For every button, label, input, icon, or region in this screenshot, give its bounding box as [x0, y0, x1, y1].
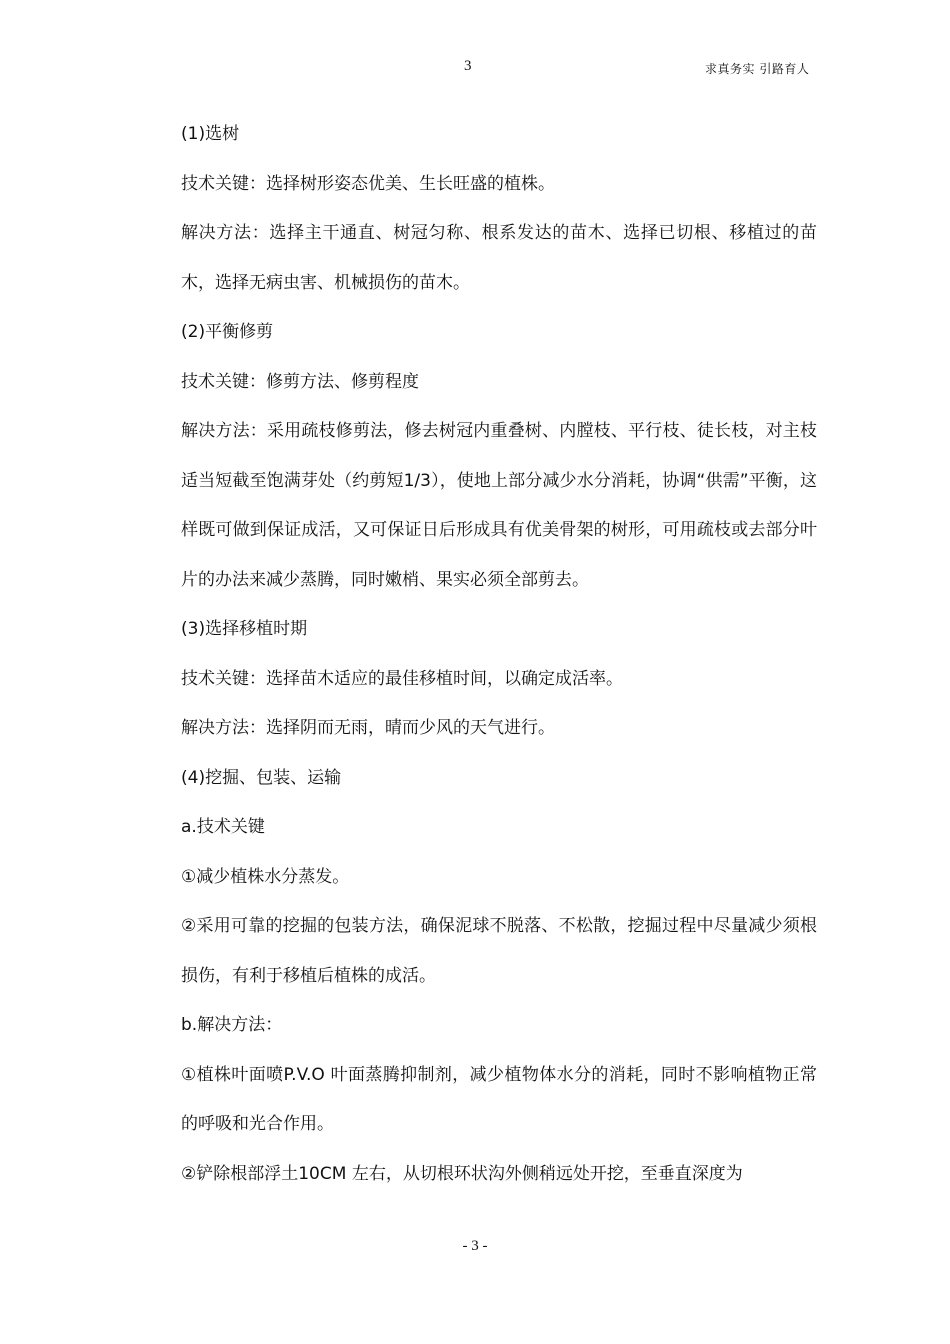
list-item: ①植株叶面喷P.V.O 叶面蒸腾抑制剂，减少植物体水分的消耗，同时不影响植物正常的呼吸和光合作用。 — [181, 1064, 817, 1134]
solution-paragraph: 解决方法：采用疏枝修剪法，修去树冠内重叠树、内膛枝、平行枝、徒长枝，对主枝适当短截至饱满芽处（约剪短1/3），使地上部分减少水分消耗，协调“供需”平衡，这样既可做到保证成活，又可保证日后形成具有优美骨架的树形，可用疏枝或去部分叶片的办法来减少蒸腾，同时嫩梢、果实必须全部剪去。 — [181, 421, 817, 590]
tech-key-paragraph: 技术关键：选择树形姿态优美、生长旺盛的植株。 — [181, 173, 555, 194]
solution-paragraph: 解决方法：选择阴而无雨，晴而少风的天气进行。 — [181, 718, 555, 738]
list-item: ②铲除根部浮土10CM 左右，从切根环状沟外侧稍远处开挖，至垂直深度为 — [181, 1163, 743, 1184]
section-heading-transplant-period: (3)选择移植时期 — [181, 619, 308, 639]
subheading-solution: b.解决方法： — [181, 1015, 283, 1035]
subheading-tech-key: a.技术关键 — [181, 817, 265, 837]
solution-paragraph: 解决方法：选择主干通直、树冠匀称、根系发达的苗木、选择已切根、移植过的苗木，选择无病虫害、机械损伤的苗木。 — [181, 223, 817, 293]
tech-key-paragraph: 技术关键：修剪方法、修剪程度 — [181, 371, 419, 392]
footer-page-label: - 3 - — [462, 1238, 488, 1254]
section-heading-select-tree: (1)选树 — [181, 124, 240, 144]
document-body — [145, 110, 817, 1199]
header-motto: 求真务实 引路育人 — [705, 62, 810, 76]
tech-key-paragraph: 技术关键：选择苗木适应的最佳移植时间，以确定成活率。 — [181, 668, 623, 689]
section-heading-pruning: (2)平衡修剪 — [181, 322, 274, 342]
list-item: ②采用可靠的挖掘的包装方法，确保泥球不脱落、不松散，挖掘过程中尽量减少须根损伤，有利于移植后植株的成活。 — [181, 916, 817, 986]
section-heading-dig-pack-transport: (4)挖掘、包装、运输 — [181, 767, 342, 788]
list-item: ①减少植株水分蒸发。 — [181, 866, 350, 887]
header-page-number: 3 — [464, 58, 472, 74]
